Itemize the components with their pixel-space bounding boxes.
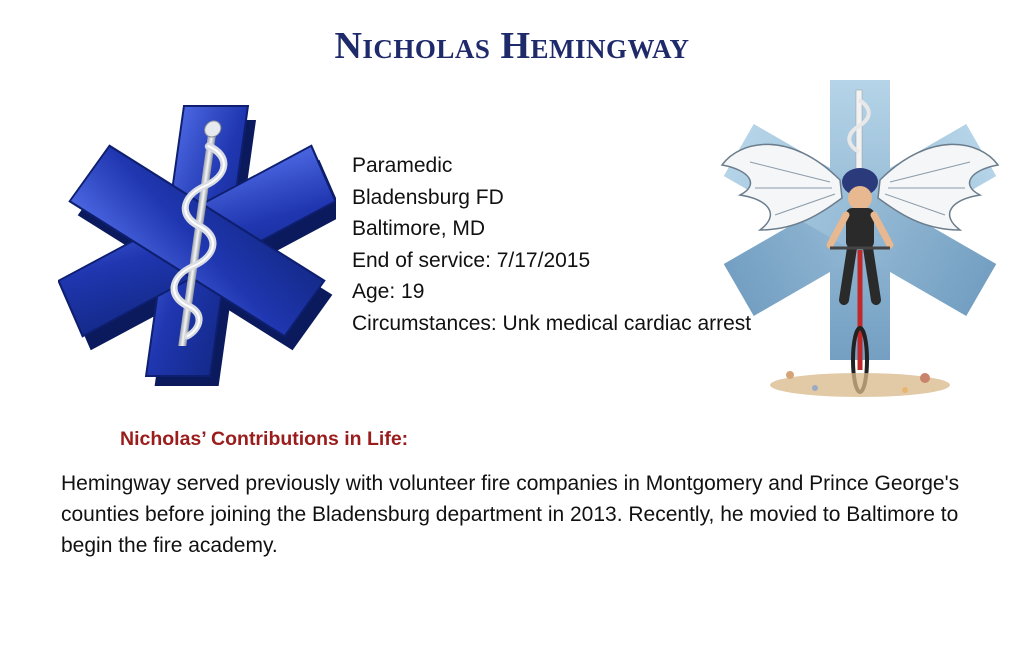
page-title: Nicholas Hemingway <box>334 25 690 67</box>
age-text: Age: 19 <box>352 280 425 303</box>
star-of-life-icon <box>58 96 336 386</box>
contributions-text: Hemingway served previously with volunteer fire companies in Montgomery and Prince George's counties before joining the Bladensburg department in 2013. Recently, he movied to Baltimore to begin the fire academy. <box>61 472 960 557</box>
circumstances-text: Circumstances: Unk medical cardiac arrest <box>352 311 752 335</box>
role-text: Paramedic <box>352 154 453 177</box>
angel-cyclist-illustration <box>720 70 1000 400</box>
end-of-service-text: End of service: 7/17/2015 <box>352 248 591 272</box>
member-details <box>352 150 751 339</box>
location-text: Baltimore, MD <box>352 217 486 240</box>
department-text: Bladensburg FD <box>352 185 504 209</box>
contributions-heading: Nicholas’ Contributions in Life: <box>120 428 409 450</box>
